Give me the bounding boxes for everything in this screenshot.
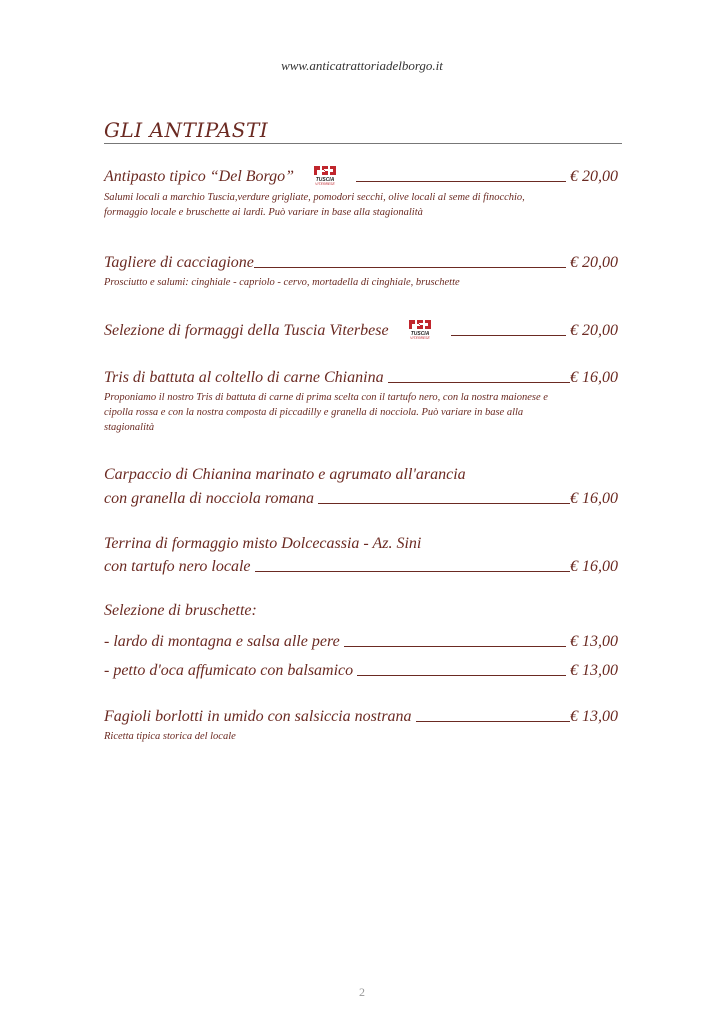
svg-text:TUSCIA: TUSCIA [315,177,335,183]
leader-line [254,266,566,268]
leader-line [388,381,570,383]
item-price: € 13,00 [570,633,618,650]
section-title: GLI ANTIPASTI [104,118,269,142]
item-description: Ricetta tipica storica del locale [104,731,236,742]
title-underline [104,143,622,144]
item-price: € 16,00 [570,558,618,575]
leader-line [357,674,566,676]
item-name: - petto d'oca affumicato con balsamico [104,662,354,679]
leader-line [255,570,571,572]
leader-line [356,180,566,182]
svg-text:VITERBESE: VITERBESE [409,336,430,340]
svg-text:TUSCIA: TUSCIA [410,331,429,337]
item-description: Prosciutto e salumi: cinghiale - capriolo - cervo, mortadella di cinghiale, bruschette [104,277,460,288]
item-name: Tagliere di cacciagione [104,254,254,271]
item-name: Selezione di formaggi della Tuscia Viterbese [104,322,389,339]
tuscia-logo-icon [407,318,433,340]
tuscia-logo-icon [312,164,338,186]
item-price: € 20,00 [570,254,618,271]
item-name: con granella di nocciola romana [104,490,315,507]
item-name-line1: Carpaccio di Chianina marinato e agrumato all'arancia [104,466,466,483]
bruschette-heading: Selezione di bruschette: [104,602,257,619]
item-price: € 13,00 [570,662,618,679]
item-description: Proponiamo il nostro Tris di battuta di carne di prima scelta con il tartufo nero, con la nostra maionese e cipolla rossa e con la nostra composta di piccadilly e granella di nocciola. Può variare in base alla stagionalità [104,392,548,433]
menu-item-carpaccio [104,488,618,508]
item-price: € 16,00 [570,369,618,386]
item-price: € 20,00 [570,322,618,339]
website-url: www.anticatrattoriadelborgo.it [281,58,443,73]
svg-text:VITERBESE: VITERBESE [315,182,335,186]
menu-item-tris-battuta [104,367,618,387]
item-name: con tartufo nero locale [104,558,251,575]
menu-item-fagioli [104,706,618,726]
leader-line [318,502,570,504]
item-name: Antipasto tipico “Del Borgo” [104,168,295,185]
item-price: € 20,00 [570,168,618,185]
page-number: 2 [359,985,365,999]
item-price: € 13,00 [570,708,618,725]
leader-line [344,645,566,647]
menu-item-bruschetta-oca [104,660,618,680]
item-description: Salumi locali a marchio Tuscia,verdure grigliate, pomodori secchi, olive locali al seme di finocchio, formaggio locale e bruschette ai lardi. Può variare in base alla stagionalità [104,192,525,218]
item-name: - lardo di montagna e salsa alle pere [104,633,340,650]
item-name: Tris di battuta al coltello di carne Chianina [104,369,384,386]
leader-line [416,720,570,722]
menu-item-bruschetta-lardo [104,631,618,651]
item-name: Fagioli borlotti in umido con salsiccia nostrana [104,708,412,725]
item-name-line1: Terrina di formaggio misto Dolcecassia - Az. Sini [104,535,422,552]
menu-item-formaggi [104,320,618,340]
menu-item-tagliere [104,252,618,272]
item-price: € 16,00 [570,490,618,507]
leader-line [451,334,566,336]
menu-item-antipasto-tipico [104,166,618,186]
menu-item-terrina [104,556,618,576]
